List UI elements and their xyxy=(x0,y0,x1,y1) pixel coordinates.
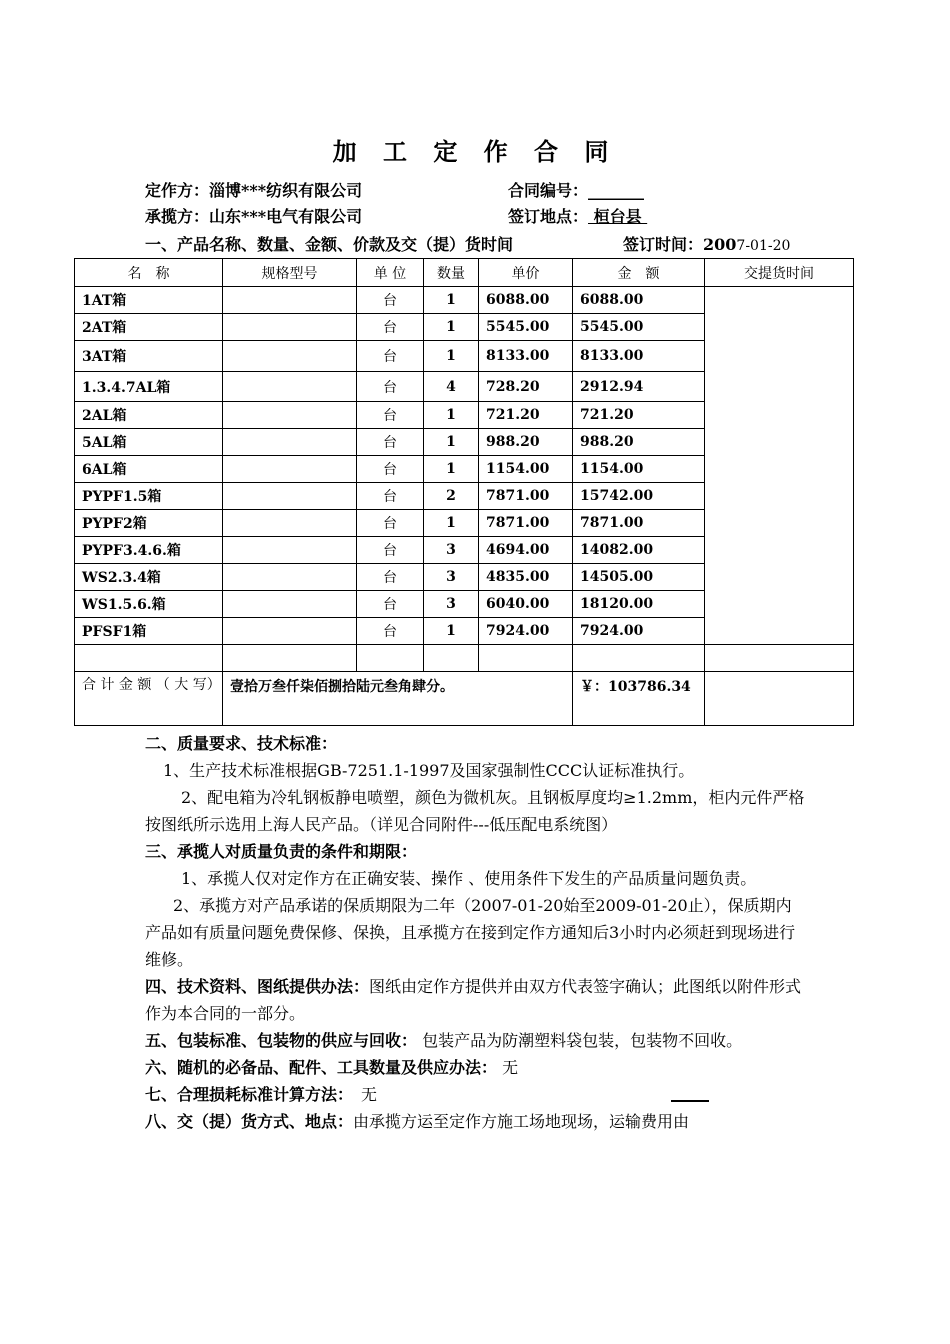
cell-qty: 1 xyxy=(424,314,479,341)
sign-time-label: 签订时间： xyxy=(623,235,704,254)
cell-amount: 14505.00 xyxy=(573,564,705,591)
table-header-row xyxy=(75,259,854,287)
section-4 xyxy=(145,973,807,1027)
section-2-item-2: 2、配电箱为冷轧钢板静电喷塑，颜色为微机灰。且钢板厚度均≥1.2mm，柜内元件严格按图纸所示选用上海人民产品。（详见合同附件---低压配电系统图） xyxy=(145,788,805,834)
section-3-item-2: 2、承揽方对产品承诺的保质期限为二年（2007-01-20始至2009-01-20止），保质期内产品如有质量问题免费保修、保换，且承揽方在接到定作方通知后3小时内必须赶到现场进行维修。 xyxy=(145,896,796,969)
cell-qty: 1 xyxy=(424,618,479,645)
column-header-price: 单价 xyxy=(479,259,573,287)
total-label: 合 计 金 额 （ 大 写） xyxy=(75,672,223,726)
cell-amount: 1154.00 xyxy=(573,456,705,483)
cell-unit: 台 xyxy=(357,456,424,483)
cell-amount: 15742.00 xyxy=(573,483,705,510)
cell-spec xyxy=(223,341,357,372)
cell-name: PFSF1箱 xyxy=(75,618,223,645)
cell-amount: 5545.00 xyxy=(573,314,705,341)
cell-name: PYPF3.4.6.箱 xyxy=(75,537,223,564)
party-b-label: 承揽方： xyxy=(145,207,210,226)
cell-price: 5545.00 xyxy=(479,314,573,341)
column-header-delivery: 交提货时间 xyxy=(705,259,854,287)
contract-number-label: 合同编号： xyxy=(508,181,589,200)
total-amount: ￥：103786.34 xyxy=(573,672,705,726)
cell-unit: 台 xyxy=(357,314,424,341)
section-7-heading: 七、合理损耗标准计算方法： xyxy=(145,1085,346,1104)
cell-qty: 1 xyxy=(424,510,479,537)
cell-name: 1AT箱 xyxy=(75,287,223,314)
cell-unit: 台 xyxy=(357,287,424,314)
section-5-heading: 五、包装标准、包装物的供应与回收： xyxy=(145,1031,418,1050)
cell-unit: 台 xyxy=(357,341,424,372)
product-table xyxy=(74,258,854,726)
cell-unit: 台 xyxy=(357,372,424,402)
cell-price: 4835.00 xyxy=(479,564,573,591)
cell-amount: 7871.00 xyxy=(573,510,705,537)
section-5-text: 包装产品为防潮塑料袋包装，包装物不回收。 xyxy=(417,1031,743,1050)
total-delivery-cell xyxy=(705,672,854,726)
cell-spec xyxy=(223,402,357,429)
cell-name: WS1.5.6.箱 xyxy=(75,591,223,618)
section-1-heading: 一、产品名称、数量、金额、价款及交（提）货时间 xyxy=(145,235,514,254)
cell-amount: 6088.00 xyxy=(573,287,705,314)
section-6 xyxy=(145,1054,807,1081)
section-4-heading: 四、技术资料、图纸提供办法： xyxy=(145,977,370,996)
cell-spec xyxy=(223,564,357,591)
cell-price: 1154.00 xyxy=(479,456,573,483)
section-8 xyxy=(145,1108,807,1135)
cell-price: 6040.00 xyxy=(479,591,573,618)
section-6-heading: 六、随机的必备品、配件、工具数量及供应办法： xyxy=(145,1058,498,1077)
cell-spec xyxy=(223,314,357,341)
section-5 xyxy=(145,1027,807,1054)
cell-amount: 8133.00 xyxy=(573,341,705,372)
cell-spec xyxy=(223,591,357,618)
cell-name: PYPF2箱 xyxy=(75,510,223,537)
cell-unit: 台 xyxy=(357,618,424,645)
sign-place-line xyxy=(508,204,647,227)
column-header-spec: 规格型号 xyxy=(223,259,357,287)
cell-spec xyxy=(223,483,357,510)
cell-amount: 2912.94 xyxy=(573,372,705,402)
contract-title: 加 工 定 作 合 同 xyxy=(332,137,618,166)
contract-number-line xyxy=(508,178,644,201)
table-total-row xyxy=(75,672,854,726)
section-3-heading: 三、承揽人对质量负责的条件和期限： xyxy=(145,842,418,861)
section-7-text: 无 xyxy=(345,1085,378,1104)
cell-qty: 3 xyxy=(424,564,479,591)
cell-name: 6AL箱 xyxy=(75,456,223,483)
cell-price: 728.20 xyxy=(479,372,573,402)
cell-unit: 台 xyxy=(357,483,424,510)
cell-unit: 台 xyxy=(357,591,424,618)
section-4-text: 图纸由定作方提供并由双方代表签字确认；此图纸以附件形式作为本合同的一部分。 xyxy=(145,977,802,1023)
cell-unit: 台 xyxy=(357,537,424,564)
cell-amount: 7924.00 xyxy=(573,618,705,645)
cell-qty: 4 xyxy=(424,372,479,402)
cell-unit: 台 xyxy=(357,510,424,537)
total-amount-words: 壹拾万叁仟柒佰捌拾陆元叁角肆分。 xyxy=(223,672,573,726)
cell-price: 4694.00 xyxy=(479,537,573,564)
section-2-item-1: 1、生产技术标准根据GB-7251.1-1997及国家强制性CCC认证标准执行。 xyxy=(163,761,695,780)
cell-name: PYPF1.5箱 xyxy=(75,483,223,510)
sign-time-line xyxy=(623,232,790,255)
party-a-line xyxy=(145,178,362,201)
column-header-name: 名 称 xyxy=(75,259,223,287)
column-header-amount: 金 额 xyxy=(573,259,705,287)
column-header-unit: 单 位 xyxy=(357,259,424,287)
cell-price: 7871.00 xyxy=(479,483,573,510)
sign-place-value: 桓台县 xyxy=(588,207,648,226)
section-7 xyxy=(145,1081,807,1108)
sign-time-rest: 7-01-20 xyxy=(736,238,791,254)
cell-qty: 3 xyxy=(424,591,479,618)
cell-spec xyxy=(223,429,357,456)
section-8-heading: 八、交（提）货方式、地点： xyxy=(145,1112,354,1131)
cell-unit: 台 xyxy=(357,402,424,429)
cell-price: 8133.00 xyxy=(479,341,573,372)
cell-spec xyxy=(223,372,357,402)
cell-qty: 2 xyxy=(424,483,479,510)
cell-name: 1.3.4.7AL箱 xyxy=(75,372,223,402)
cell-spec xyxy=(223,537,357,564)
cell-qty: 1 xyxy=(424,402,479,429)
cell-spec xyxy=(223,618,357,645)
cell-price: 721.20 xyxy=(479,402,573,429)
cell-delivery-time xyxy=(705,287,854,645)
cell-amount: 721.20 xyxy=(573,402,705,429)
party-a-label: 定作方： xyxy=(145,181,210,200)
cell-amount: 14082.00 xyxy=(573,537,705,564)
cell-amount: 988.20 xyxy=(573,429,705,456)
cell-name: WS2.3.4箱 xyxy=(75,564,223,591)
cell-amount: 18120.00 xyxy=(573,591,705,618)
column-header-qty: 数量 xyxy=(424,259,479,287)
cell-spec xyxy=(223,510,357,537)
table-empty-row xyxy=(75,645,854,672)
cell-spec xyxy=(223,287,357,314)
cell-qty: 1 xyxy=(424,287,479,314)
cell-qty: 3 xyxy=(424,537,479,564)
contract-number-value: _______ xyxy=(588,181,645,200)
party-b-value: 山东***电气有限公司 xyxy=(209,207,363,226)
cell-qty: 1 xyxy=(424,429,479,456)
cell-price: 988.20 xyxy=(479,429,573,456)
cell-price: 7924.00 xyxy=(479,618,573,645)
cell-price: 6088.00 xyxy=(479,287,573,314)
section-6-text: 无 xyxy=(497,1058,519,1077)
contract-body xyxy=(145,730,807,1135)
section-3-item-1: 1、承揽人仅对定作方在正确安装、操作 、使用条件下发生的产品质量问题负责。 xyxy=(181,869,757,888)
cell-name: 2AT箱 xyxy=(75,314,223,341)
party-b-line xyxy=(145,204,362,227)
section-2-heading: 二、质量要求、技术标准： xyxy=(145,734,338,753)
cell-spec xyxy=(223,456,357,483)
party-a-value: 淄博***纺织有限公司 xyxy=(209,181,363,200)
cell-name: 5AL箱 xyxy=(75,429,223,456)
cell-qty: 1 xyxy=(424,341,479,372)
section-8-text: 由承揽方运至定作方施工场地现场，运输费用由 xyxy=(353,1112,690,1131)
section-7-underline xyxy=(671,1100,709,1102)
cell-name: 2AL箱 xyxy=(75,402,223,429)
cell-unit: 台 xyxy=(357,429,424,456)
cell-qty: 1 xyxy=(424,456,479,483)
cell-price: 7871.00 xyxy=(479,510,573,537)
cell-unit: 台 xyxy=(357,564,424,591)
sign-time-year: 200 xyxy=(703,235,737,254)
cell-name: 3AT箱 xyxy=(75,341,223,372)
sign-place-label: 签订地点： xyxy=(508,207,589,226)
table-row xyxy=(75,287,854,314)
